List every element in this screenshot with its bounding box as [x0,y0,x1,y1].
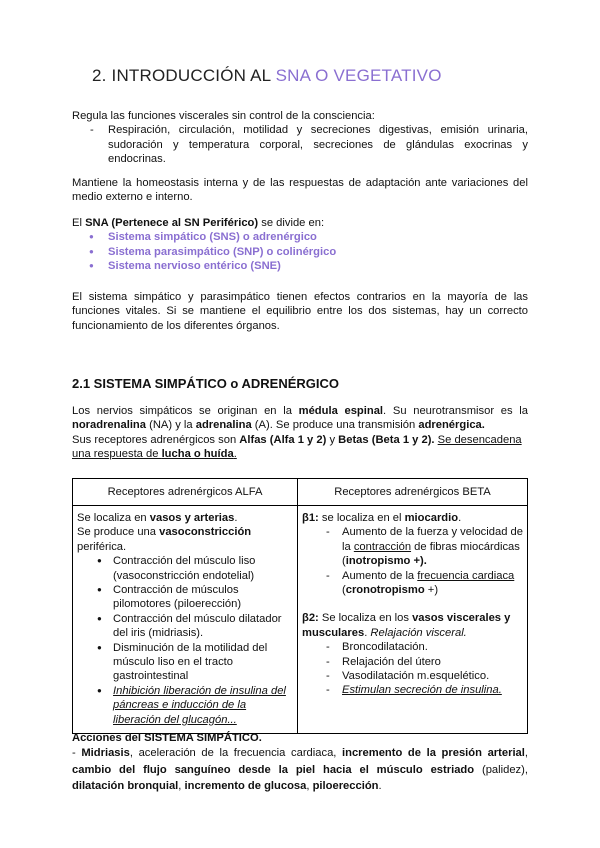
list-item: - Estimulan secreción de insulina. [302,683,523,697]
section-intro: Los nervios simpáticos se originan en la médula espinal. Su neurotransmisor es la noradrenalina (NA) y la adrenalina (A). Se produce una transmisión adrenérgica. Sus receptores adrenérgicos son Alfas (Alfa 1 y 2) y Betas (Beta 1 y 2). Se desencadena una respuesta de lucha o huída. [72,405,528,461]
acciones-title: Acciones del SISTEMA SIMPÁTICO. [72,732,262,744]
table-header-alfa: Receptores adrenérgicos ALFA [73,479,298,506]
divisions-list [72,230,528,273]
title-accent: SNA O VEGETATIVO [275,66,442,85]
page-title: 2. INTRODUCCIÓN AL SNA O VEGETATIVO [92,66,442,85]
list-item: ● Disminución de la motilidad del músculo liso en el tracto gastrointestinal [77,641,293,684]
list-item: ● Contracción del músculo liso (vasoconstricción endotelial) [77,554,293,583]
intro-divisions: El SNA (Pertenece al SN Periférico) se divide en: ● Sistema simpático (SNS) o adrenérgico ● Sistema parasimpático (SNP) o colinérgico ● Sistema nervioso entérico (SNE) [72,216,528,274]
list-item: ● Contracción del músculo dilatador del iris (midriasis). [77,612,293,641]
list-item: - Respiración, circulación, motilidad y secreciones digestivas, emisión urinaria, sudoración y temperatura corporal, secreciones de glándulas exocrinas y endocrinas. [72,123,528,166]
receptors-table [72,478,528,734]
table-header-beta: Receptores adrenérgicos BETA [298,479,528,506]
section-title: 2.1 SISTEMA SIMPÁTICO o ADRENÉRGICO [72,376,340,391]
beta1-list [302,525,523,597]
alfa-list [77,554,293,727]
alfa-cell: Se localiza en vasos y arterias. Se produce una vasoconstricción periférica. ● Contracción del músculo liso (vasoconstricción endotelial) ● Contracción de músculos pilomotores (piloerección) ● Contracción del músculo dilatador del iris (midriasis). ● Disminución de la motilidad del músculo liso en el tracto gastrointestinal ● Inhibición liberación de insulina del páncreas e inducción de la liberación del glucagón... [73,506,298,734]
list-item: - Vasodilatación m.esquelético. [302,669,523,683]
list-item: ● Sistema simpático (SNS) o adrenérgico [72,230,528,244]
acciones-block: Acciones del SISTEMA SIMPÁTICO. - Midriasis, aceleración de la frecuencia cardiaca, incremento de la presión arterial, cambio del flujo sanguíneo desde la piel hacia el músculo estriado (palidez), dilatación bronquial, incremento de glucosa, piloerección. [72,732,528,793]
list-item: - Aumento de la frecuencia cardiaca (cronotropismo +) [302,569,523,598]
beta-cell: β1: se localiza en el miocardio. - Aumento de la fuerza y velocidad de la contracción de fibras miocárdicas (inotropismo +). - Aumento de la frecuencia cardiaca (cronotropismo +) β2: Se localiza en los vasos viscerales y musculares. Relajación visceral. - Broncodilatación. - Relajación del útero - Vasodilatación m.esquelético. - Estimulan secreción de insulina. [298,506,528,734]
beta2-list [302,640,523,698]
list-item: - Relajación del útero [302,655,523,669]
list-item: - Aumento de la fuerza y velocidad de la contracción de fibras miocárdicas (inotropismo +). [302,525,523,568]
intro-equilibrio: El sistema simpático y parasimpático tienen efectos contrarios en la mayoría de las funciones vitales. Si se mantiene el equilibrio entre los dos sistemas, hay un correcto funcionamiento de los diferentes órganos. [72,291,528,332]
intro-homeostasis: Mantiene la homeostasis interna y de las respuestas de adaptación ante variaciones del medio externo e interno. [72,177,528,204]
list-item: ● Sistema parasimpático (SNP) o colinérgico [72,245,528,259]
list-item: ● Sistema nervioso entérico (SNE) [72,259,528,273]
regula-list [72,123,528,166]
list-item: ● Inhibición liberación de insulina del páncreas e inducción de la liberación del glucagón... [77,684,293,727]
list-item: - Broncodilatación. [302,640,523,654]
intro-regula: Regula las funciones viscerales sin control de la consciencia: - Respiración, circulación, motilidad y secreciones digestivas, emisión urinaria, sudoración y temperatura corporal, secreciones de glándulas exocrinas y endocrinas. [72,109,528,167]
list-item: ● Contracción de músculos pilomotores (piloerección) [77,583,293,612]
